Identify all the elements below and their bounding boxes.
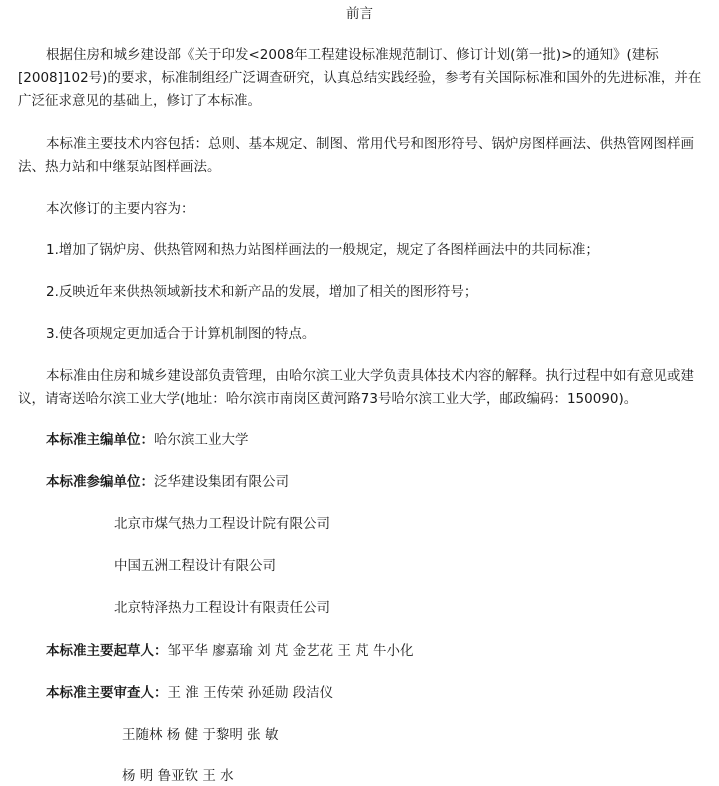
reviewers-value: 王 淮 王传荣 孙延勋 段洁仪 bbox=[167, 685, 334, 701]
revision-item-3: 3.使各项规定更加适合于计算机制图的特点。 bbox=[46, 326, 316, 342]
paragraph-management: 本标准由住房和城乡建设部负责管理，由哈尔滨工业大学负责具体技术内容的解释。执行过程中如有意见或建议，请寄送哈尔滨工业大学(地址：哈尔滨市南岗区黄河路73号哈尔滨工业大学，邮政编码：150090)。 bbox=[18, 368, 694, 407]
reviewers-line-2: 王随林 杨 健 于黎明 张 敏 bbox=[122, 727, 279, 743]
chief-editor-line bbox=[46, 430, 249, 450]
paragraph-revision-intro: 本次修订的主要内容为： bbox=[46, 201, 195, 217]
participant-1: 泛华建设集团有限公司 bbox=[154, 474, 289, 490]
drafters-line bbox=[46, 641, 414, 661]
paragraph-contents: 本标准主要技术内容包括：总则、基本规定、制图、常用代号和图形符号、锅炉房图样画法、供热管网图样画法、热力站和中继泵站图样画法。 bbox=[18, 136, 694, 175]
participant-2: 北京市煤气热力工程设计院有限公司 bbox=[114, 516, 330, 532]
chief-editor-label: 本标准主编单位： bbox=[46, 432, 154, 448]
revision-item-2: 2.反映近年来供热领域新技术和新产品的发展，增加了相关的图形符号； bbox=[46, 284, 478, 300]
participants-label: 本标准参编单位： bbox=[46, 474, 154, 490]
participant-4: 北京特泽热力工程设计有限责任公司 bbox=[114, 600, 330, 616]
drafters-value: 邹平华 廖嘉瑜 刘 芃 金艺花 王 芃 牛小化 bbox=[167, 643, 414, 659]
chief-editor-value: 哈尔滨工业大学 bbox=[154, 432, 249, 448]
reviewers-line bbox=[46, 683, 333, 703]
drafters-label: 本标准主要起草人： bbox=[46, 643, 168, 659]
reviewers-label: 本标准主要审查人： bbox=[46, 685, 168, 701]
participants-line bbox=[46, 472, 289, 492]
paragraph-basis: 根据住房和城乡建设部《关于印发<2008年工程建设标准规范制订、修订计划(第一批)>的通知》(建标[2008]102号)的要求，标准制组经广泛调查研究，认真总结实践经验，参考有关国际标准和国外的先进标准，并在广泛征求意见的基础上，修订了本标准。 bbox=[18, 47, 702, 109]
participant-3: 中国五洲工程设计有限公司 bbox=[114, 558, 276, 574]
reviewers-line-3: 杨 明 鲁亚钦 王 水 bbox=[122, 768, 234, 784]
page-title: 前言 bbox=[346, 6, 373, 22]
revision-item-1: 1.增加了锅炉房、供热管网和热力站图样画法的一般规定，规定了各图样画法中的共同标准； bbox=[46, 242, 599, 258]
